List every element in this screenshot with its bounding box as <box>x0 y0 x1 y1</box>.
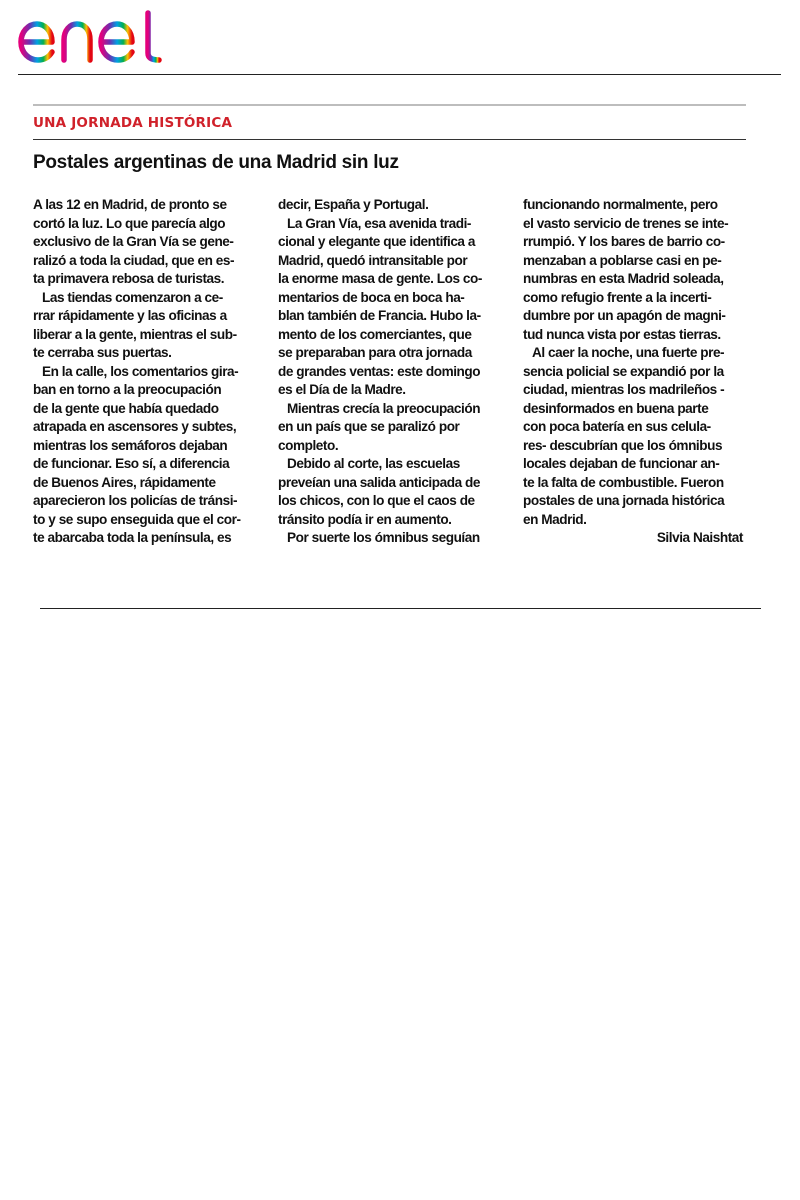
body-line: desinformados en buena parte <box>523 400 709 416</box>
body-line: preveían una salida anticipada de <box>278 474 480 490</box>
body-line: liberar a la gente, mientras el sub- <box>33 326 237 342</box>
article-kicker: UNA JORNADA HISTÓRICA <box>33 115 233 131</box>
article-body <box>33 196 746 556</box>
body-line: postales de una jornada histórica <box>523 493 725 508</box>
enel-logo <box>18 10 170 66</box>
article-headline: Postales argentinas de una Madrid sin luz <box>33 152 399 173</box>
body-line: mientras los semáforos dejaban <box>33 437 228 453</box>
body-line: funcionando normalmente, pero <box>523 197 718 212</box>
body-line: la enorme masa de gente. Los co- <box>278 271 482 286</box>
body-line: de la gente que había quedado <box>33 400 219 416</box>
article-bottom-rule <box>40 608 761 609</box>
article <box>33 104 746 545</box>
header-divider <box>18 74 781 75</box>
body-line: se preparaban para otra jornada <box>278 345 472 360</box>
body-line: cortó la luz. Lo que parecía algo <box>33 215 226 231</box>
body-line: numbras en esta Madrid soleada, <box>523 271 724 286</box>
body-line: blan también de Francia. Hubo la- <box>278 308 481 323</box>
body-line: decir, España y Portugal. <box>278 197 429 212</box>
body-line: de funcionar. Eso sí, a diferencia <box>33 456 230 471</box>
body-line: ciudad, mientras los madrileños - <box>523 382 725 397</box>
body-line: como refugio frente a la incerti- <box>523 289 712 305</box>
body-line: mento de los comerciantes, que <box>278 326 472 342</box>
body-line: En la calle, los comentarios gira- <box>42 363 239 379</box>
body-line: el vasto servicio de trenes se inte- <box>523 215 729 231</box>
kicker-bottom-rule <box>33 139 746 140</box>
body-line: Las tiendas comenzaron a ce- <box>42 289 223 305</box>
body-line: es el Día de la Madre. <box>278 382 406 397</box>
body-line: Por suerte los ómnibus seguían <box>287 530 480 545</box>
body-line: ralizó a toda la ciudad, que en es- <box>33 252 235 268</box>
page-header <box>0 0 800 76</box>
body-line: te cerraba sus puertas. <box>33 345 172 360</box>
body-column-1 <box>33 196 255 548</box>
body-line: menzaban a poblarse casi en pe- <box>523 252 722 268</box>
body-line: exclusivo de la Gran Vía se gene- <box>33 234 234 249</box>
body-line: dumbre por un apagón de magni- <box>523 308 726 323</box>
body-line: rrar rápidamente y las oficinas a <box>33 308 227 323</box>
body-line: cional y elegante que identifica a <box>278 234 475 249</box>
body-line: ban en torno a la preocupación <box>33 382 222 397</box>
body-line: en un país que se paralizó por <box>278 419 460 434</box>
body-line: sencia policial se expandió por la <box>523 363 724 379</box>
kicker-top-rule <box>33 104 746 106</box>
body-line: de grandes ventas: este domingo <box>278 363 481 379</box>
body-line: atrapada en ascensores y subtes, <box>33 419 237 434</box>
body-line: te la falta de combustible. Fueron <box>523 474 724 490</box>
body-line: tránsito podía ir en aumento. <box>278 511 452 527</box>
body-line: rrumpió. Y los bares de barrio co- <box>523 234 725 249</box>
body-line: tud nunca vista por estas tierras. <box>523 326 721 342</box>
body-line: locales dejaban de funcionar an- <box>523 456 720 471</box>
body-column-2 <box>278 196 500 548</box>
body-line: Madrid, quedó intransitable por <box>278 252 468 268</box>
body-line: los chicos, con lo que el caos de <box>278 493 475 508</box>
body-line: con poca batería en sus celula- <box>523 419 711 434</box>
body-line: ta primavera rebosa de turistas. <box>33 271 225 286</box>
body-line: completo. <box>278 437 339 453</box>
body-line: A las 12 en Madrid, de pronto se <box>33 197 227 212</box>
body-line: Mientras crecía la preocupación <box>287 400 481 416</box>
body-line: en Madrid. <box>523 511 587 527</box>
body-line: te abarcaba toda la península, es <box>33 530 232 545</box>
body-line: La Gran Vía, esa avenida tradi- <box>287 215 471 231</box>
body-column-3 <box>523 196 745 548</box>
author-signature: Silvia Naishtat <box>656 530 743 545</box>
body-line: Al caer la noche, una fuerte pre- <box>532 345 725 360</box>
body-line: to y se supo enseguida que el cor- <box>33 511 241 527</box>
body-line: aparecieron los policías de tránsi- <box>33 493 238 508</box>
body-line: Debido al corte, las escuelas <box>287 456 460 471</box>
body-line: mentarios de boca en boca ha- <box>278 289 465 305</box>
body-line: res- descubrían que los ómnibus <box>523 437 723 453</box>
body-line: de Buenos Aires, rápidamente <box>33 474 216 490</box>
